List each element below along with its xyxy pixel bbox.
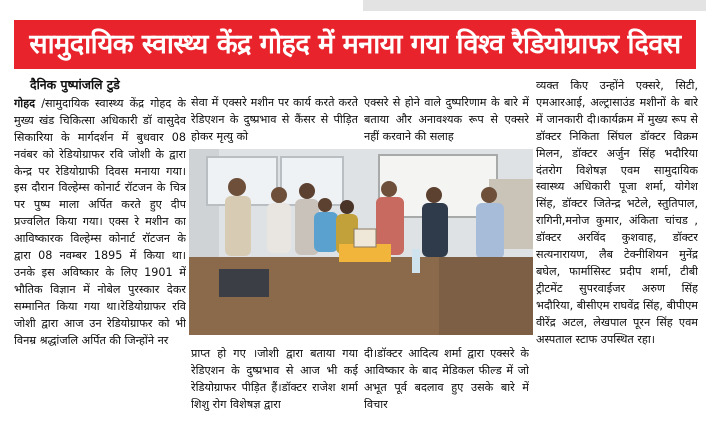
- article-column-2-bottom: प्राप्त हो गए ।जोशी द्वारा बताया गया रेडिएशन के दुष्प्रभाव से आज भी कई रेडियोग्राफर पीड़ित हैं।डॉक्टर राजेश शर्मा शिशु रोग विशेषज्ञ द्वारा: [191, 347, 358, 411]
- article-column-4: व्यक्त किए उन्होंने एक्सरे, सिटी, एमआरआई, अल्ट्रासाउंड मशीनों के बारे में जानकारी दी।कार्यक्रम में मुख्य रूप से डॉक्टर निकिता सिंघल डॉक्टर विक्रम मिलन, डॉक्टर अर्जुन सिंह भदौरिया दंतरोग विशेषज्ञ एवम सामुदायिक स्वास्थ्य अधिकारी पूजा शर्मा, योगेश सिंह, डॉक्टर जितेन्द्र भटेले, स्तुतिपाल, रागिनी,मनोज कुमार, अंकिता चांचड , डॉक्टर अरविंद कुशवाह, डॉक्टर सत्यनारायण, लैब टेक्नीशियन मुनेंद्र बघेल, फार्मासिस्ट प्रदीप शर्मा, टीबी ट्रीटमेंट सुपरवाईजर अरुण सिंह भदौरिया, बीसीएम राघवेंद्र सिंह, बीपीएम वीरेंद्र अटल, लेखपाल पूरन सिंह एवम अस्पताल स्टाफ उपस्थित रहा।: [536, 79, 698, 346]
- event-photo-illustration: [189, 149, 533, 335]
- article-column-3-bottom: दी।डॉक्टर आदित्य शर्मा द्वारा एक्सरे के आविष्कार के बाद मेडिकल फील्ड में जो अभूत पूर्व बदलाव हुए उसके बारे में विचार: [364, 347, 529, 411]
- event-photo: [189, 149, 533, 335]
- article-column-2-top: सेवा में एक्सरे मशीन पर कार्य करते करते रेडिएशन के दुष्प्रभाव से कैंसर से पीड़ित होकर मृत्यु को: [191, 96, 358, 143]
- dateline: गोहद: [14, 96, 36, 110]
- article-column-3-top: एक्सरे से होने वाले दुष्परिणाम के बारे में बताया और अनावश्यक रूप से एक्सरे नहीं करवाने की सलाह: [364, 96, 529, 143]
- headline-banner: सामुदायिक स्वास्थ्य केंद्र गोहद में मनाया गया विश्व रैडियोग्राफर दिवस: [14, 20, 696, 69]
- top-gray-strip: [363, 0, 706, 11]
- column-1-text: /सामुदायिक स्वास्थ्य केंद्र गोहद के मुख्य खंड चिकित्सा अधिकारी डॉ वासुदेव सिकारिया के मार्गदर्शन में बुधवार 08 नवंबर को रेडियोग्राफर रवि जोशी के द्वारा केन्द्र पर रेडियोग्राफी दिवस मनाया गया। इस दौरान विल्हेम्स कोनार्ट रॉटजन के चित्र पर पुष्प माला अर्पित करते हुए दीप प्रज्वलित किया गया। एक्स रे मशीन का आविष्कारक विल्हेम्स कोनार्ट रॉटजन के द्वारा 08 नवम्बर 1895 में किया था। उनके इस अविष्कार के लिए 1901 में भौतिक विज्ञान में नोबेल पुरस्कार देकर सम्मानित किया गया था।रेडियोग्राफर रवि जोशी द्वारा आज उन रेडियोग्राफर को भी विनम्र श्रद्धांजलि अर्पित की जिन्होंने नर: [14, 96, 186, 347]
- byline: दैनिक पुष्पांजलि टुडे: [30, 77, 120, 92]
- article-column-1: [14, 77, 186, 427]
